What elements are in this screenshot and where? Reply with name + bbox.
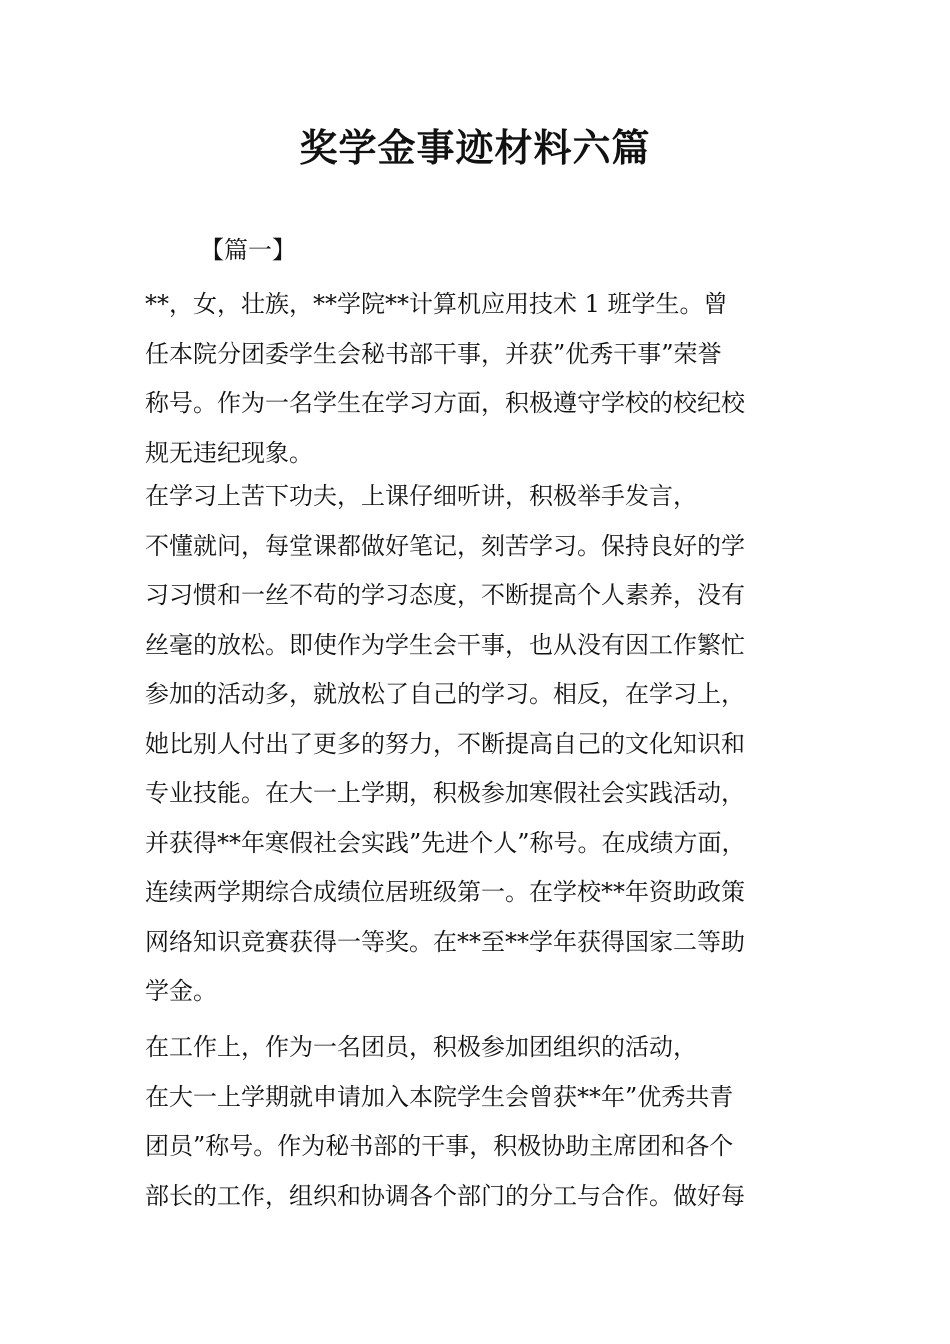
text-line: 习习惯和一丝不苟的学习态度，不断提高个人素养，没有 xyxy=(145,581,745,609)
text-line: 丝毫的放松。即使作为学生会干事，也从没有因工作繁忙 xyxy=(145,630,745,659)
text-line: 专业技能。在大一上学期，积极参加寒假社会实践活动， xyxy=(145,779,745,807)
text-line: 参加的活动多，就放松了自己的学习。相反，在学习上， xyxy=(145,680,745,708)
text-line: 学金。 xyxy=(145,977,217,1005)
text-line: **，女，壮族，**学院**计算机应用技术 1 班学生。曾 xyxy=(145,290,728,318)
paragraph-3 xyxy=(145,1023,810,1221)
text-line: 在工作上，作为一名团员，积极参加团组织的活动， xyxy=(145,1033,697,1061)
text-line: 在学习上苦下功夫，上课仔细听讲，积极举手发言， xyxy=(145,482,697,510)
text-line: 连续两学期综合成绩位居班级第一。在学校**年资助政策 xyxy=(145,878,745,906)
text-line: 在大一上学期就申请加入本院学生会曾获**年”优秀共青 xyxy=(145,1082,734,1111)
text-line: 团员”称号。作为秘书部的干事，积极协助主席团和各个 xyxy=(145,1132,734,1160)
paragraph-2 xyxy=(145,472,810,1017)
paragraph-1 xyxy=(145,280,810,478)
text-line: 她比别人付出了更多的努力，不断提高自己的文化知识和 xyxy=(145,729,745,758)
text-line: 不懂就问，每堂课都做好笔记，刻苦学习。保持良好的学 xyxy=(145,531,745,560)
text-line: 规无违纪现象。 xyxy=(145,438,313,467)
text-line: 网络知识竞赛获得一等奖。在**至**学年获得国家二等助 xyxy=(145,927,745,956)
section-label: 【篇一】 xyxy=(200,236,296,264)
document-title: 奖学金事迹材料六篇 xyxy=(299,126,651,170)
text-line: 任本院分团委学生会秘书部干事，并获”优秀干事”荣誉 xyxy=(145,339,722,368)
text-line: 并获得**年寒假社会实践”先进个人”称号。在成绩方面， xyxy=(145,828,746,857)
text-line: 部长的工作，组织和协调各个部门的分工与合作。做好每 xyxy=(145,1181,745,1210)
text-line: 称号。作为一名学生在学习方面，积极遵守学校的校纪校 xyxy=(145,389,745,417)
